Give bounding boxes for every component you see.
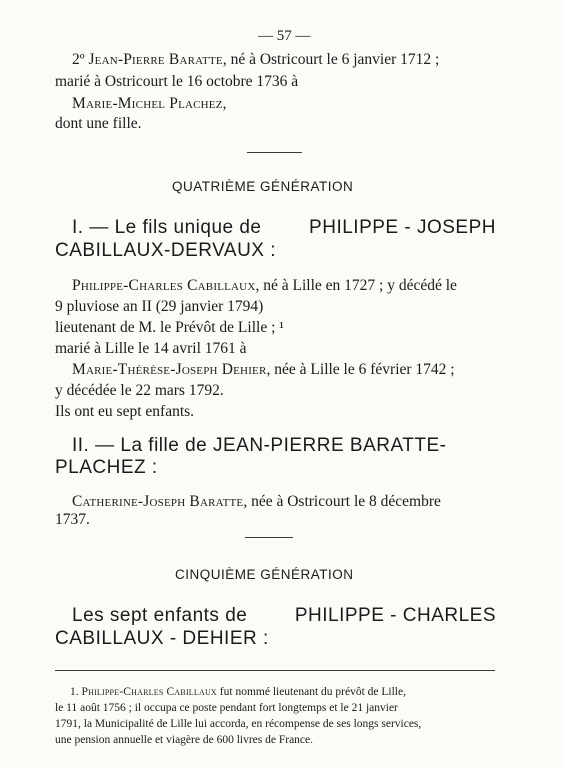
generation-title: CINQUIÈME GÉNÉRATION [175,567,354,582]
entry-text-line: marié à Ostricourt le 16 octobre 1736 à [55,73,299,90]
footnote-line: le 11 août 1756 ; il occupa ce poste pendant fort longtemps et le 21 janvier [55,702,398,714]
entry-text: , née à Ostricourt le 8 décembre [243,493,441,510]
page-number: — 57 — [258,28,311,44]
entry-text-line: lieutenant de M. le Prévôt de Lille ; ¹ [55,319,284,336]
part-heading-line2: PLACHEZ : [55,457,158,478]
entry-catherine-joseph [72,494,441,510]
person-name: Marie-Michel Plachez [72,95,223,112]
part-heading-text: Les sept enfants de [72,605,248,626]
entry-ordinal: 2º [72,51,89,68]
entry-text-line: marié à Lille le 14 avril 1761 à [55,340,247,357]
part-heading-line2: CABILLAUX - DEHIER : [55,628,269,649]
part-heading-line2: CABILLAUX-DERVAUX : [55,240,277,261]
section-divider [247,152,302,153]
entry-text: , né à Ostricourt le 6 janvier 1712 ; [222,51,440,68]
footnote-line: une pension annuelle et viagère de 600 livres de France. [55,734,314,746]
entry-spouse [72,362,455,378]
entry-jean-pierre-baratte [72,52,439,68]
part-heading-name: PHILIPPE - JOSEPH [309,217,496,238]
part-heading [72,606,496,625]
generation-title: QUATRIÈME GÉNÉRATION [172,179,354,194]
entry-text: , née à Lille le 6 février 1742 ; [266,361,455,378]
entry-text: , né à Lille en 1727 ; y décédé le [255,277,457,294]
person-name: Jean-Pierre Baratte [88,51,223,68]
entry-text-line: y décédée le 22 mars 1792. [55,382,224,399]
entry-text: , [222,95,227,112]
section-divider [245,537,293,538]
entry-text-line: 1737. [55,511,90,528]
person-name: Catherine-Joseph Baratte [72,493,244,510]
person-name: Marie-Thérèse-Joseph Dehier [72,361,267,378]
entry-text-line: 9 pluviose an II (29 janvier 1794) [55,298,264,315]
footnote-number: 1. [70,686,82,698]
part-heading-name: PHILIPPE - CHARLES [294,605,496,626]
part-heading-text: I. — Le fils unique de [72,217,262,238]
entry-philippe-charles [72,278,457,294]
entry-text-line: dont une fille. [55,115,142,132]
footnote-text: fut nommé lieutenant du prévôt de Lille, [216,686,406,698]
footnote-separator [55,670,495,671]
entry-spouse [72,96,227,112]
person-name: Philippe-Charles Cabillaux [72,277,256,294]
entry-text-line: Ils ont eu sept enfants. [55,403,195,420]
footnote-line [70,687,406,699]
part-heading: II. — La fille de JEAN-PIERRE BARATTE- [72,435,447,456]
person-name: Philippe-Charles Cabillaux [81,686,217,698]
part-heading [72,218,496,237]
footnote-line: 1791, la Municipalité de Lille lui accorda, en récompense de ses longs services, [55,718,422,730]
